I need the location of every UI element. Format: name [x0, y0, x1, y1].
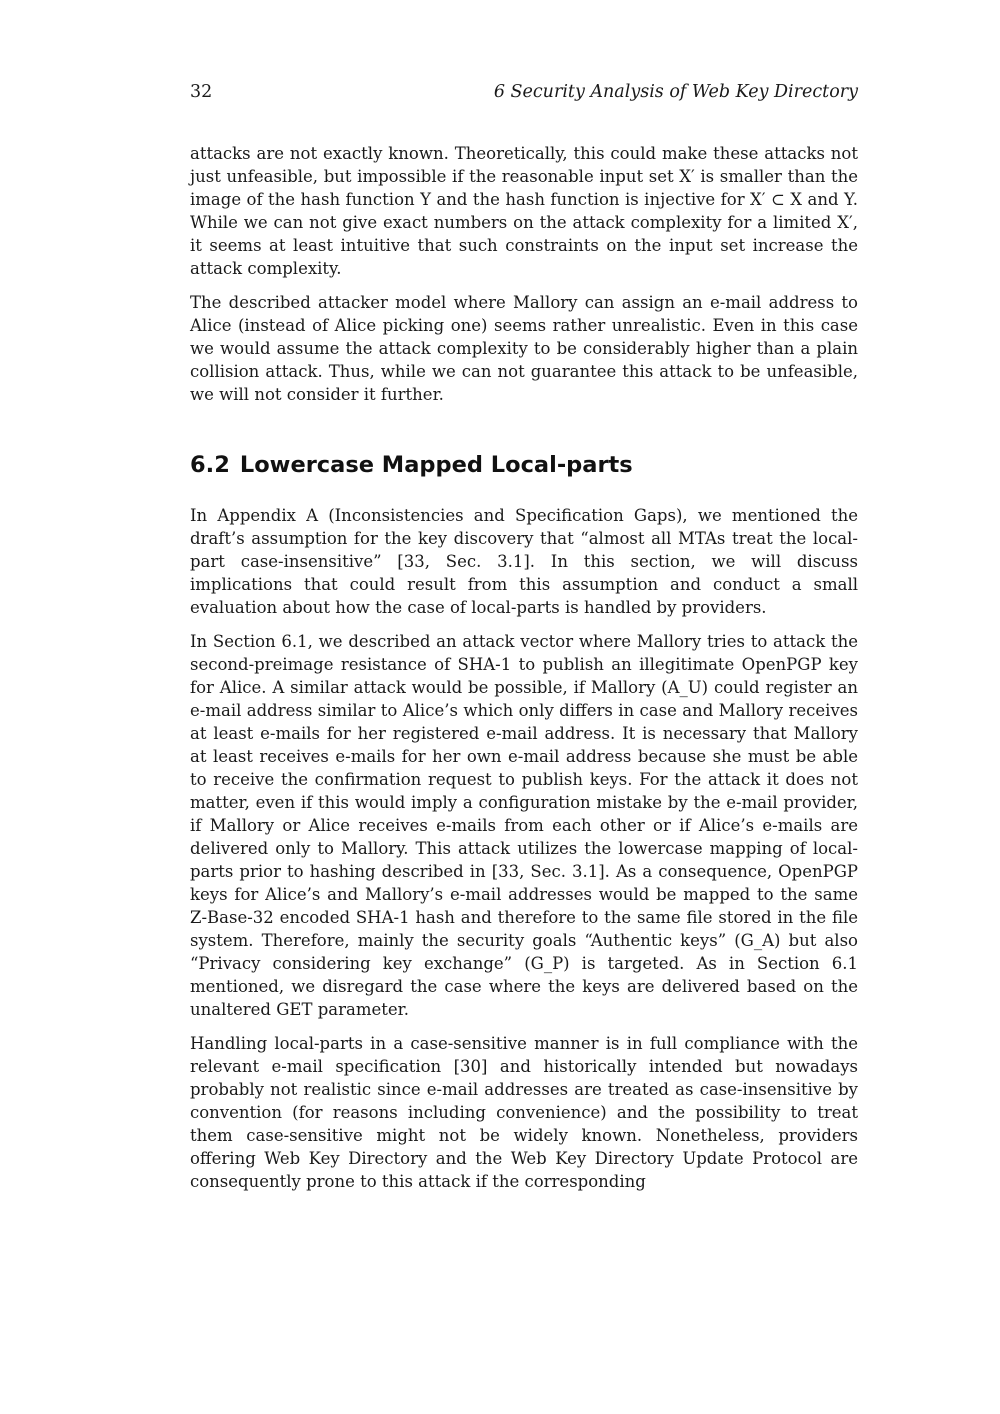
section-heading — [190, 450, 858, 480]
paragraph: attacks are not exactly known. Theoretically, this could make these attacks not just unfeasible, but impossible if the reasonable input set X′ is smaller than the image of the hash function Y and the hash function is injective for X′ ⊂ X and Y. While we can not give exact numbers on the attack complexity for a limited X′, it seems at least intuitive that such constraints on the input set increase the attack complexity. — [190, 144, 858, 278]
paragraph: In Section 6.1, we described an attack vector where Mallory tries to attack the second-preimage resistance of SHA-1 to publish an illegitimate OpenPGP key for Alice. A similar attack would be possible, if Mallory (A_U) could register an e-mail address similar to Alice’s which only differs in case and Mallory receives at least e-mails for her registered e-mail address. It is necessary that Mallory at least receives e-mails for her own e-mail address because she must be able to receive the confirmation request to publish keys. For the attack it does not matter, even if this would imply a configuration mistake by the e-mail provider, if Mallory or Alice receives e-mails from each other or if Alice’s e-mails are delivered only to Mallory. This attack utilizes the lowercase mapping of local-parts prior to hashing described in [33, Sec. 3.1]. As a consequence, OpenPGP keys for Alice’s and Mallory’s e-mail addresses would be mapped to the same Z-Base-32 encoded SHA-1 hash and therefore to the same file stored in the file system. Therefore, mainly the security goals “Authentic keys” (G_A) but also “Privacy considering key exchange” (G_P) is targeted. As in Section 6.1 mentioned, we disregard the case where the keys are delivered based on the unaltered GET parameter. — [190, 632, 858, 1019]
section-number: 6.2 — [190, 452, 230, 478]
running-header — [190, 80, 858, 104]
section-title: Lowercase Mapped Local-parts — [239, 452, 633, 478]
page-content — [190, 80, 858, 1204]
paragraph: Handling local-parts in a case-sensitive manner is in full compliance with the relevant e-mail specification [30] and historically intended but nowadays probably not realistic since e-mail addresses are treated as case-insensitive by convention (for reasons including convenience) and the possibility to treat them case-sensitive might not be widely known. Nonetheless, providers offering Web Key Directory and the Web Key Directory Update Protocol are consequently prone to this attack if the corresponding — [190, 1034, 858, 1191]
chapter-title: 6 Security Analysis of Web Key Directory — [493, 82, 858, 102]
paragraph: In Appendix A (Inconsistencies and Specification Gaps), we mentioned the draft’s assumption for the key discovery that “almost all MTAs treat the local-part case-insensitive” [33, Sec. 3.1]. In this section, we will discuss implications that could result from this assumption and conduct a small evaluation about how the case of local-parts is handled by providers. — [190, 506, 858, 617]
paragraph: The described attacker model where Mallory can assign an e-mail address to Alice (instead of Alice picking one) seems rather unrealistic. Even in this case we would assume the attack complexity to be considerably higher than a plain collision attack. Thus, while we can not guarantee this attack to be unfeasible, we will not consider it further. — [190, 293, 858, 404]
page-number: 32 — [190, 82, 213, 102]
